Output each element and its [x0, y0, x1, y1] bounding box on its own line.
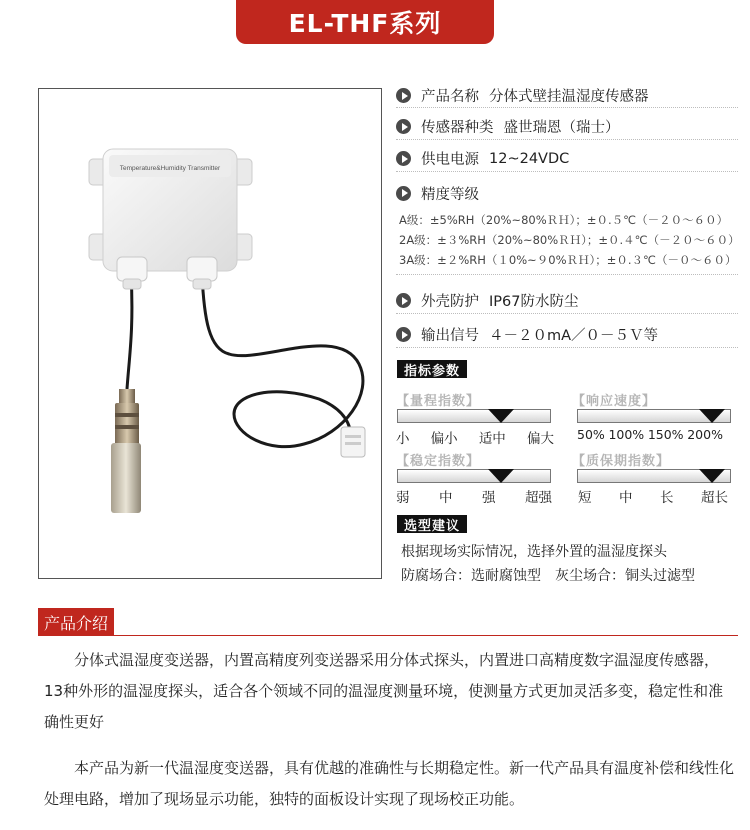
warranty-gauge-bar — [577, 469, 731, 483]
stability-gauge-bar — [397, 469, 551, 483]
play-bullet-icon — [396, 119, 411, 134]
play-bullet-icon — [396, 293, 411, 308]
spec-output: 输出信号 ４－２０mA／０－５Ｖ等 — [396, 322, 738, 348]
spec-enclosure: 外壳防护 IP67防水防尘 — [396, 288, 738, 314]
spec-sensor-type: 传感器种类 盛世瑞恩（瑞士） — [396, 114, 738, 140]
range-gauge-bar — [397, 409, 551, 423]
spec-accuracy: 精度等级 — [396, 181, 738, 205]
intro-divider — [38, 635, 738, 636]
intro-paragraph-1: 分体式温湿度变送器，内置高精度列变送器采用分体式探头，内置进口高精度数字温湿度传感器，13种外形的温湿度探头，适合各个领域不同的温湿度测量环境，使测量方式更加灵活多变，稳定性和准确性更好 — [44, 651, 724, 731]
warranty-gauge-marker — [699, 469, 725, 483]
divider — [396, 274, 738, 275]
stability-gauge-labels: 弱 中 强 超强 — [396, 490, 552, 506]
response-gauge-bar — [577, 409, 731, 423]
range-gauge-labels: 小 偏小 适中 偏大 — [396, 431, 554, 447]
play-bullet-icon — [396, 186, 411, 201]
accuracy-line-2a: 2A级：±３%RH（20%~80%ＲＨ）；±０.４℃（－２０～６０） — [399, 233, 740, 247]
play-bullet-icon — [396, 151, 411, 166]
spec-product-name: 产品名称 分体式壁挂温湿度传感器 — [396, 84, 738, 108]
play-bullet-icon — [396, 327, 411, 342]
page-title: EL-THF系列 — [236, 0, 494, 44]
spec-power: 供电电源 12~24VDC — [396, 146, 738, 172]
accuracy-line-3a: 3A级：±２%RH（１0%~９0%ＲＨ）；±０.３℃（－０～６０） — [399, 253, 737, 267]
warranty-gauge-labels: 短 中 长 超长 — [578, 490, 728, 506]
product-image — [38, 88, 382, 579]
intro-paragraph-2: 本产品为新一代温湿度变送器，具有优越的准确性与长期稳定性。新一代产品具有温度补偿和线性化处理电路，增加了现场显示功能，独特的面板设计实现了现场校正功能。 — [44, 759, 735, 808]
play-bullet-icon — [396, 88, 411, 103]
range-gauge-title: 【量程指数】 — [396, 394, 481, 409]
intro-heading: 产品介绍 — [38, 608, 114, 636]
response-gauge-marker — [699, 409, 725, 423]
stability-gauge-title: 【稳定指数】 — [396, 454, 481, 469]
advice-line-2: 防腐场合：选耐腐蚀型 灰尘场合：铜头过滤型 — [401, 568, 695, 584]
advice-tag: 选型建议 — [397, 515, 467, 533]
accuracy-line-a: A级：±5%RH（20%~80%ＲＨ）；±０.５℃（－２０～６０） — [399, 213, 729, 227]
enclosure-label: Temperature&Humidity Transmitter — [119, 165, 221, 172]
response-gauge-title: 【响应速度】 — [572, 394, 657, 409]
stability-gauge-marker — [488, 469, 514, 483]
advice-line-1: 根据现场实际情况，选择外置的温湿度探头 — [401, 544, 667, 560]
range-gauge-marker — [488, 409, 514, 423]
response-gauge-labels: 50% 100% 150% 200% — [577, 427, 723, 442]
sensor-illustration — [39, 89, 382, 579]
warranty-gauge-title: 【质保期指数】 — [572, 454, 671, 469]
indicators-tag: 指标参数 — [397, 360, 467, 378]
